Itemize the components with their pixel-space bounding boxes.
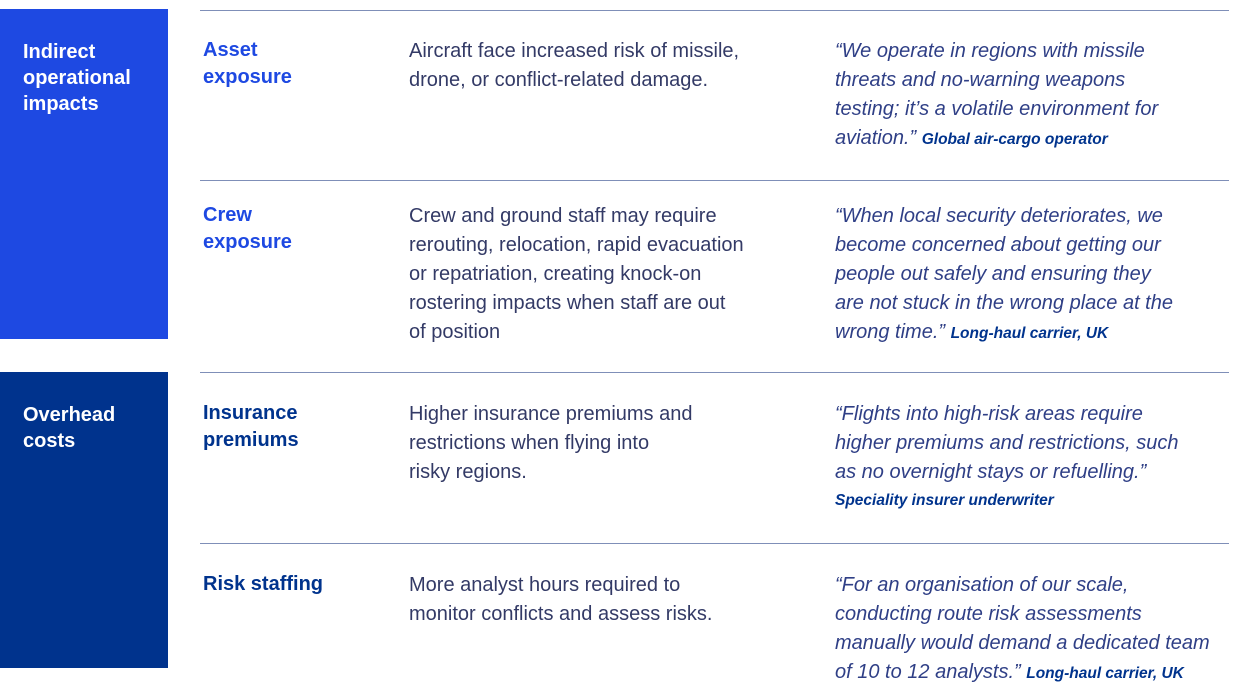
row-quote: [835, 37, 1255, 154]
quote-source: Long-haul carrier, UK: [950, 325, 1109, 342]
divider-line: [200, 543, 1229, 544]
row-description: More analyst hours required to monitor conflicts and assess risks.: [409, 574, 713, 625]
category-label: Indirect operational impacts: [23, 41, 131, 115]
divider-line: [200, 372, 1229, 373]
category-overhead-costs: [0, 372, 168, 668]
divider-line: [200, 180, 1229, 181]
divider-line: [200, 10, 1229, 11]
quote-text: “Flights into high-risk areas require higher premiums and restrictions, such as no overnight stays or refuelling.”: [835, 403, 1179, 483]
quote-text: “For an organisation of our scale, conducting route risk assessments manually would demand a dedicated team of 10 to 12 analysts.”: [835, 574, 1210, 683]
category-indirect-operational-impacts: [0, 9, 168, 339]
category-label: Overhead costs: [23, 404, 116, 452]
quote-source: Long-haul carrier, UK: [1026, 665, 1184, 682]
row-title: Risk staffing: [203, 573, 324, 595]
row-title: Asset exposure: [203, 39, 292, 88]
row-description: Crew and ground staff may require rerouting, relocation, rapid evacuation or repatriation, creating knock-on rostering impacts when staff are out of position: [409, 205, 744, 343]
row-description: Aircraft face increased risk of missile, drone, or conflict-related damage.: [409, 40, 740, 91]
quote-text: “When local security deteriorates, we become concerned about getting our people out safely and ensuring they are not stuck in the wrong place at the wrong time.”: [835, 205, 1173, 343]
row-quote: [835, 571, 1255, 688]
row-title: Crew exposure: [203, 204, 292, 253]
row-title: Insurance premiums: [203, 402, 299, 451]
row-quote: [835, 400, 1255, 514]
quote-source: Speciality insurer underwriter: [835, 492, 1054, 509]
quote-text: “We operate in regions with missile threats and no-warning weapons testing; it’s a volatile environment for aviation.”: [835, 40, 1159, 149]
row-description: Higher insurance premiums and restrictions when flying into risky regions.: [409, 403, 693, 483]
quote-source: Global air-cargo operator: [921, 131, 1108, 148]
row-quote: [835, 202, 1255, 348]
